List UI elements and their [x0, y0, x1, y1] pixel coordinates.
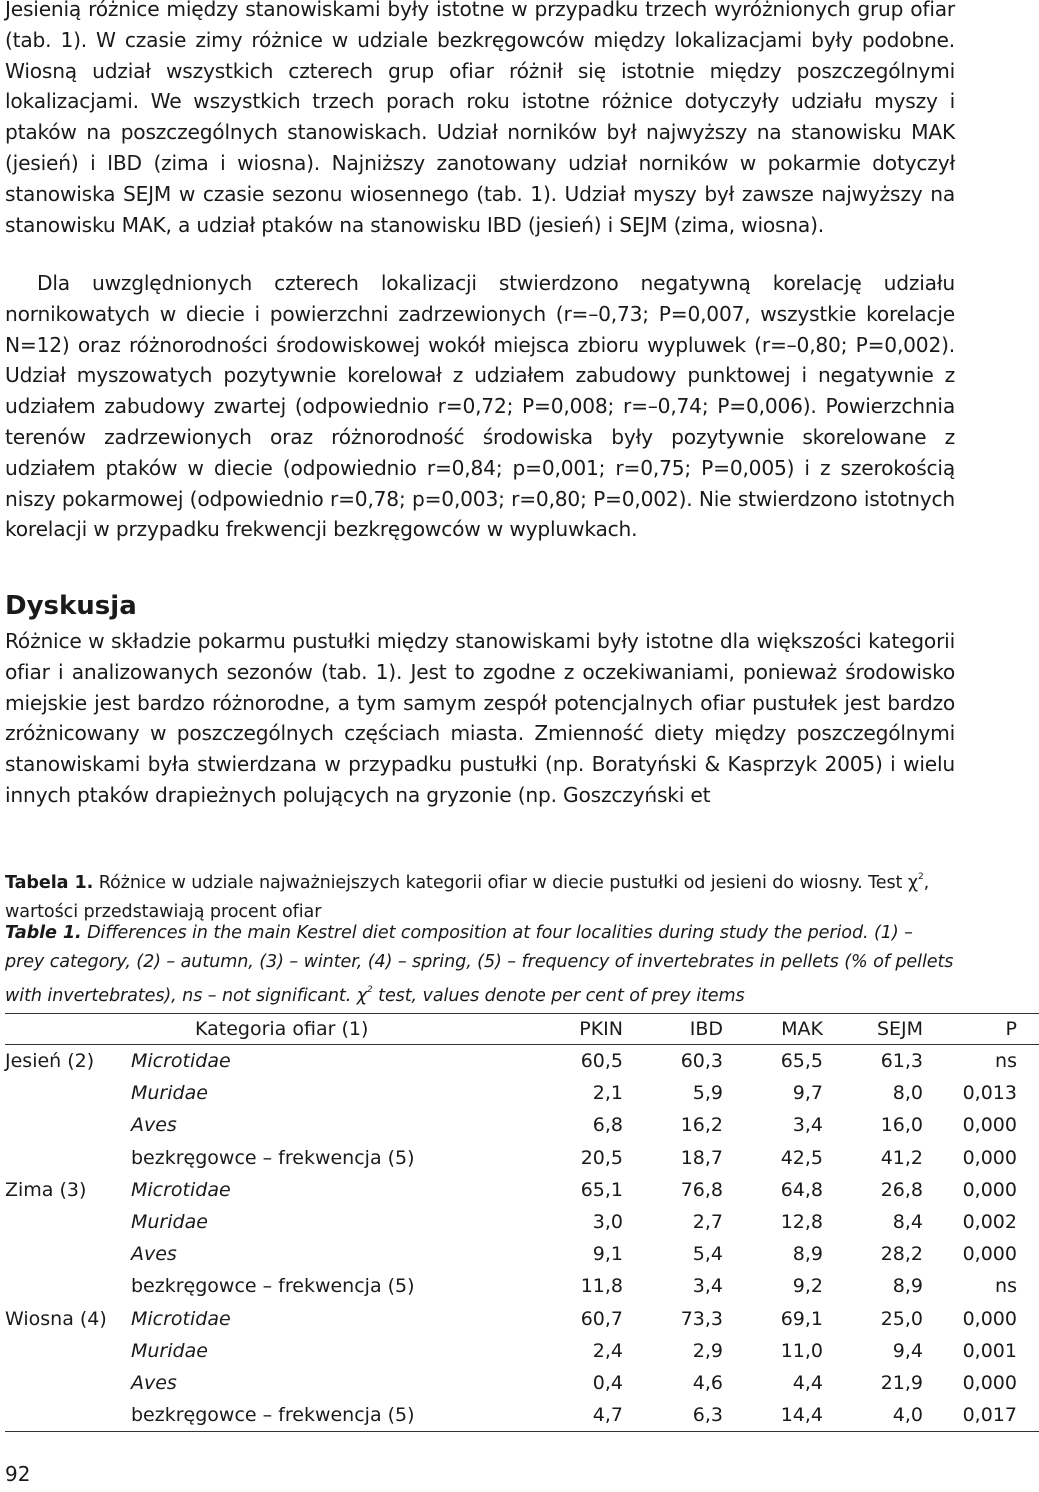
category-cell: bezkręgowce – frekwencja (5): [131, 1275, 415, 1298]
mak-cell: 42,5: [780, 1146, 823, 1169]
chi-square-symbol: $\chi^2$: [356, 985, 373, 1006]
pkin-cell: 9,1: [592, 1243, 623, 1266]
results-paragraph-2: Dla uwzględnionych czterech lokalizacji stwierdzono negatywną korelację udziału nornikowatych w diecie i powierzchni zadrzewionych (r=–0,73; P=0,007, wszystkie korelacje N=12) oraz różnorodności środowiskowej wokół miejsca zbioru wypluwek (r=–0,80; P=0,002). Udział myszowatych pozytywnie korelował z udziałem zabudowy punktowej i negatywnie z udziałem zabudowy zwartej (odpowiednio r=0,72; P=0,008; r=–0,74; P=0,006). Powierzchnia terenów zadrzewionych oraz różnorodność środowiska były pozytywnie skorelowane z udziałem ptaków w diecie (odpowiednio r=0,84; p=0,001; r=0,75; P=0,005) i z szerokością niszy pokarmowej (odpowiednio r=0,78; p=0,003; r=0,80; P=0,002). Nie stwierdzono istotnych korelacji w przypadku frekwencji bezkręgowców w wypluwkach.: [5, 271, 955, 542]
table-row: [5, 1270, 1039, 1302]
table-body: [5, 1045, 1039, 1432]
mak-cell: 9,7: [792, 1082, 823, 1105]
season-cell: Jesień (2): [5, 1050, 95, 1073]
category-cell: Aves: [131, 1243, 177, 1266]
p-value-cell: ns: [995, 1275, 1017, 1298]
mak-cell: 65,5: [780, 1050, 823, 1073]
header-season: [5, 1014, 131, 1045]
season-cell: [5, 1109, 131, 1141]
pkin-cell: 60,7: [580, 1307, 623, 1330]
header-ibd: IBD: [689, 1018, 723, 1040]
category-cell: Aves: [131, 1114, 177, 1137]
section-heading-discussion: Dyskusja: [5, 591, 137, 621]
sejm-cell: 16,0: [880, 1114, 923, 1137]
mak-cell: 4,4: [792, 1371, 823, 1394]
page-number: 92: [5, 1462, 31, 1486]
header-category: Kategoria ofiar (1): [195, 1018, 369, 1040]
sejm-cell: 61,3: [880, 1050, 923, 1073]
category-cell: Muridae: [131, 1082, 208, 1105]
diet-composition-table: [5, 1013, 1039, 1432]
caption-label: Tabela 1.: [5, 873, 94, 893]
season-cell: [5, 1367, 131, 1399]
header-pkin: PKIN: [579, 1018, 623, 1040]
category-cell: Aves: [131, 1371, 177, 1394]
sejm-cell: 8,0: [892, 1082, 923, 1105]
category-cell: Microtidae: [131, 1050, 231, 1073]
season-cell: Zima (3): [5, 1178, 87, 1201]
p-value-cell: 0,001: [962, 1339, 1017, 1362]
results-paragraph-1: Jesienią różnice między stanowiskami były istotne w przypadku trzech wyróżnionych grup ofiar (tab. 1). W czasie zimy różnice w udziale bezkręgowców między lokalizacjami były podobne. Wiosną udział wszystkich czterech grup ofiar różnił się istotnie między poszczególnymi lokalizacjami. We wszystkich trzech porach roku istotne różnice dotyczyły udziału myszy i ptaków na poszczególnych stanowiskach. Udział norników był najwyższy na stanowisku MAK (jesień) i IBD (zima i wiosna). Najniższy zanotowany udział norników w pokarmie dotyczył stanowiska SEJM w czasie sezonu wiosennego (tab. 1). Udział myszy był zawsze najwyższy na stanowisku MAK, a udział ptaków na stanowisku IBD (jesień) i SEJM (zima, wiosna).: [5, 0, 955, 237]
p-value-cell: 0,000: [962, 1114, 1017, 1137]
ibd-cell: 2,7: [692, 1211, 723, 1234]
mak-cell: 9,2: [792, 1275, 823, 1298]
pkin-cell: 2,1: [592, 1082, 623, 1105]
mak-cell: 11,0: [780, 1339, 823, 1362]
season-cell: [5, 1206, 131, 1238]
table-row: [5, 1206, 1039, 1238]
ibd-cell: 4,6: [692, 1371, 723, 1394]
mak-cell: 8,9: [792, 1243, 823, 1266]
ibd-cell: 18,7: [680, 1146, 723, 1169]
table-row: [5, 1142, 1039, 1174]
table-caption-polish: [5, 863, 955, 926]
p-value-cell: 0,002: [962, 1211, 1017, 1234]
table-row: [5, 1303, 1039, 1335]
season-cell: [5, 1142, 131, 1174]
pkin-cell: 6,8: [592, 1114, 623, 1137]
table-caption-english: [5, 919, 955, 1011]
mak-cell: 14,4: [780, 1404, 823, 1427]
sejm-cell: 9,4: [892, 1339, 923, 1362]
sejm-cell: 26,8: [880, 1178, 923, 1201]
category-cell: Microtidae: [131, 1178, 231, 1201]
ibd-cell: 6,3: [692, 1404, 723, 1427]
table-row: [5, 1174, 1039, 1206]
p-value-cell: ns: [995, 1050, 1017, 1073]
p-value-cell: 0,000: [962, 1307, 1017, 1330]
table-row: [5, 1399, 1039, 1432]
ibd-cell: 60,3: [680, 1050, 723, 1073]
ibd-cell: 3,4: [692, 1275, 723, 1298]
p-value-cell: 0,000: [962, 1371, 1017, 1394]
mak-cell: 69,1: [780, 1307, 823, 1330]
category-cell: bezkręgowce – frekwencja (5): [131, 1146, 415, 1169]
ibd-cell: 5,4: [692, 1243, 723, 1266]
sejm-cell: 8,4: [892, 1211, 923, 1234]
pkin-cell: 60,5: [580, 1050, 623, 1073]
table-header-row: [5, 1014, 1039, 1045]
caption-text: Różnice w udziale najważniejszych kategorii ofiar w diecie pustułki od jesieni do wiosny. Test: [98, 873, 903, 893]
ibd-cell: 16,2: [680, 1114, 723, 1137]
pkin-cell: 4,7: [592, 1404, 623, 1427]
sejm-cell: 25,0: [880, 1307, 923, 1330]
chi-square-symbol: $\chi^2$: [907, 872, 924, 893]
season-cell: [5, 1077, 131, 1109]
pkin-cell: 3,0: [592, 1211, 623, 1234]
category-cell: Microtidae: [131, 1307, 231, 1330]
pkin-cell: 0,4: [592, 1371, 623, 1394]
pkin-cell: 2,4: [592, 1339, 623, 1362]
season-cell: Wiosna (4): [5, 1307, 107, 1330]
season-cell: [5, 1399, 131, 1432]
caption-label: Table 1.: [5, 923, 82, 943]
mak-cell: 64,8: [780, 1178, 823, 1201]
category-cell: bezkręgowce – frekwencja (5): [131, 1404, 415, 1427]
ibd-cell: 76,8: [680, 1178, 723, 1201]
caption-text-tail: , wartości przedstawiają procent ofiar: [5, 873, 930, 922]
p-value-cell: 0,017: [962, 1404, 1017, 1427]
ibd-cell: 5,9: [692, 1082, 723, 1105]
p-value-cell: 0,000: [962, 1178, 1017, 1201]
sejm-cell: 41,2: [880, 1146, 923, 1169]
category-cell: Muridae: [131, 1211, 208, 1234]
sejm-cell: 8,9: [892, 1275, 923, 1298]
pkin-cell: 20,5: [580, 1146, 623, 1169]
header-p: P: [1005, 1018, 1017, 1040]
table-row: [5, 1238, 1039, 1270]
table-row: [5, 1367, 1039, 1399]
table-row: [5, 1335, 1039, 1367]
header-mak: MAK: [781, 1018, 823, 1040]
table-row: [5, 1045, 1039, 1078]
table-row: [5, 1077, 1039, 1109]
pkin-cell: 65,1: [580, 1178, 623, 1201]
sejm-cell: 4,0: [892, 1404, 923, 1427]
discussion-paragraph: Różnice w składzie pokarmu pustułki między stanowiskami były istotne dla większości kategorii ofiar i analizowanych sezonów (tab. 1). Jest to zgodne z oczekiwaniami, ponieważ środowisko miejskie jest bardzo różnorodne, a tym samym zespół potencjalnych ofiar pustułek jest bardzo zróżnicowany w poszczególnych częściach miasta. Zmienność diety między poszczególnymi stanowiskami była stwierdzana w przypadku pustułki (np. Boratyński & Kasprzyk 2005) i wielu innych ptaków drapieżnych polujących na gryzonie (np. Goszczyński et: [5, 629, 955, 807]
season-cell: [5, 1335, 131, 1367]
p-value-cell: 0,013: [962, 1082, 1017, 1105]
header-sejm: SEJM: [876, 1018, 923, 1040]
ibd-cell: 2,9: [692, 1339, 723, 1362]
p-value-cell: 0,000: [962, 1146, 1017, 1169]
ibd-cell: 73,3: [680, 1307, 723, 1330]
season-cell: [5, 1238, 131, 1270]
season-cell: [5, 1270, 131, 1302]
caption-text: Differences in the main Kestrel diet composition at four localities during study the period. (1) – prey category, (2) – autumn, (3) – winter, (4) – spring, (5) – frequency of invertebrates in pellets (% of pellets with invertebrates), ns – not significant.: [5, 923, 954, 1006]
table-row: [5, 1109, 1039, 1141]
mak-cell: 12,8: [780, 1211, 823, 1234]
sejm-cell: 28,2: [880, 1243, 923, 1266]
p-value-cell: 0,000: [962, 1243, 1017, 1266]
caption-text-tail: test, values denote per cent of prey items: [372, 986, 745, 1006]
sejm-cell: 21,9: [880, 1371, 923, 1394]
mak-cell: 3,4: [792, 1114, 823, 1137]
category-cell: Muridae: [131, 1339, 208, 1362]
pkin-cell: 11,8: [580, 1275, 623, 1298]
